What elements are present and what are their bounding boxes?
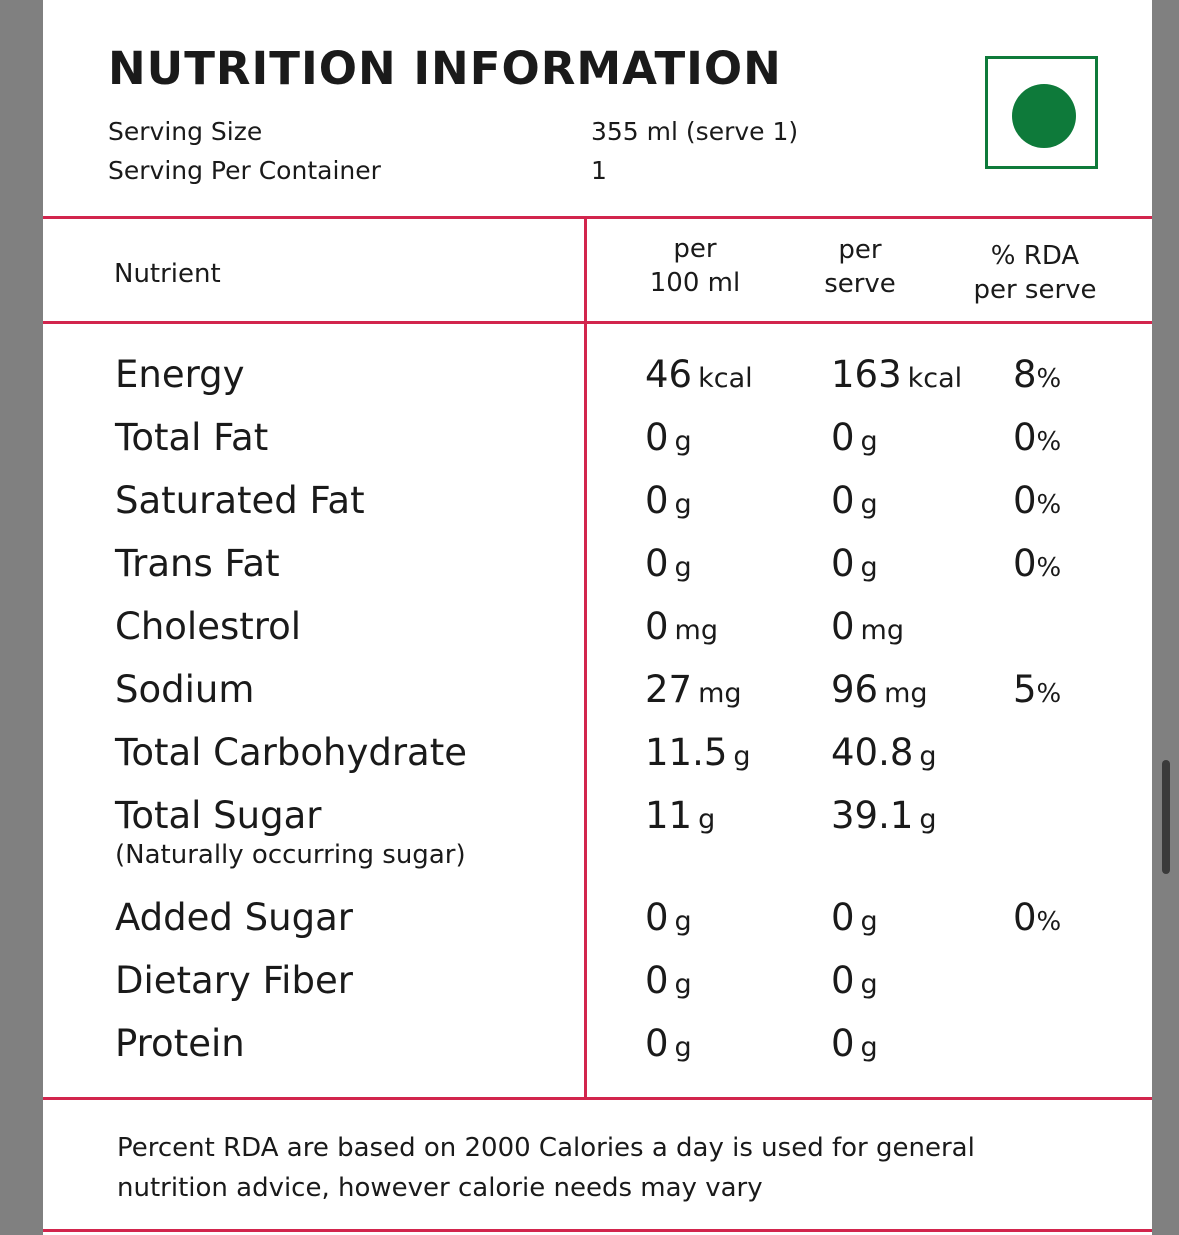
value-per-serve: 0 g [831, 542, 878, 585]
nutrient-name: Saturated Fat [115, 479, 365, 522]
table-row [43, 731, 1152, 793]
value-per-serve: 0 mg [831, 605, 904, 648]
nutrient-name: Sodium [115, 668, 255, 711]
table-row [43, 959, 1152, 1021]
value-rda: 0% [1013, 896, 1062, 939]
value-per-100ml: 0 g [645, 1022, 692, 1065]
header-rda: % RDA per serve [973, 241, 1097, 305]
value-per-100ml: 46 kcal [645, 353, 753, 396]
table-row [43, 605, 1152, 667]
nutrient-subnote: (Naturally occurring sugar) [115, 840, 466, 870]
nutrient-name: Protein [115, 1022, 245, 1065]
table-row [43, 668, 1152, 730]
nutrient-name: Total Sugar [115, 794, 322, 837]
nutrient-name: Dietary Fiber [115, 959, 353, 1002]
nutrient-name: Added Sugar [115, 896, 353, 939]
nutrient-name: Total Carbohydrate [115, 731, 468, 774]
value-rda: 8% [1013, 353, 1062, 396]
value-per-serve: 0 g [831, 416, 878, 459]
value-per-100ml: 11.5 g [645, 731, 751, 774]
header-nutrient: Nutrient [114, 259, 221, 289]
value-per-serve: 0 g [831, 896, 878, 939]
table-row [43, 896, 1152, 958]
header-per-100ml: per 100 ml [649, 234, 741, 298]
nutrient-name: Trans Fat [115, 542, 280, 585]
value-per-serve: 39.1 g [831, 794, 937, 837]
value-per-serve: 96 mg [831, 668, 928, 711]
serving-per-container-value: 1 [591, 156, 607, 185]
nutrition-panel [43, 0, 1152, 1235]
serving-size-value: 355 ml (serve 1) [591, 117, 799, 146]
value-per-serve: 40.8 g [831, 731, 937, 774]
nutrient-name: Total Fat [115, 416, 269, 459]
value-rda: 0% [1013, 479, 1062, 522]
serving-per-container-label: Serving Per Container [108, 156, 381, 185]
value-per-serve: 163 kcal [831, 353, 963, 396]
value-rda: 0% [1013, 416, 1062, 459]
value-per-serve: 0 g [831, 1022, 878, 1065]
value-per-100ml: 0 g [645, 896, 692, 939]
value-per-serve: 0 g [831, 959, 878, 1002]
divider-top [43, 216, 1152, 219]
scrollbar-thumb[interactable] [1162, 760, 1170, 874]
value-per-100ml: 11 g [645, 794, 716, 837]
nutrient-name: Cholestrol [115, 605, 302, 648]
value-per-100ml: 27 mg [645, 668, 742, 711]
value-per-serve: 0 g [831, 479, 878, 522]
value-per-100ml: 0 mg [645, 605, 718, 648]
header-per-serve: per serve [824, 235, 896, 299]
rda-footnote: Percent RDA are based on 2000 Calories a day is used for general nutrition advice, however calorie needs may vary [117, 1133, 975, 1203]
table-row [43, 542, 1152, 604]
value-per-100ml: 0 g [645, 959, 692, 1002]
nutrient-name: Energy [115, 353, 245, 396]
value-rda: 5% [1013, 668, 1062, 711]
table-row [43, 1022, 1152, 1084]
value-per-100ml: 0 g [645, 542, 692, 585]
divider-header [43, 321, 1152, 324]
veg-symbol-icon [985, 56, 1098, 169]
value-per-100ml: 0 g [645, 416, 692, 459]
value-per-100ml: 0 g [645, 479, 692, 522]
divider-table-bottom [43, 1097, 1152, 1100]
divider-footer [43, 1229, 1152, 1232]
value-rda: 0% [1013, 542, 1062, 585]
serving-size-label: Serving Size [108, 117, 263, 146]
table-row [43, 794, 1152, 884]
table-row [43, 479, 1152, 541]
page-title: NUTRITION INFORMATION [108, 42, 782, 95]
veg-dot [1012, 84, 1076, 148]
table-row [43, 416, 1152, 478]
table-row [43, 353, 1152, 415]
